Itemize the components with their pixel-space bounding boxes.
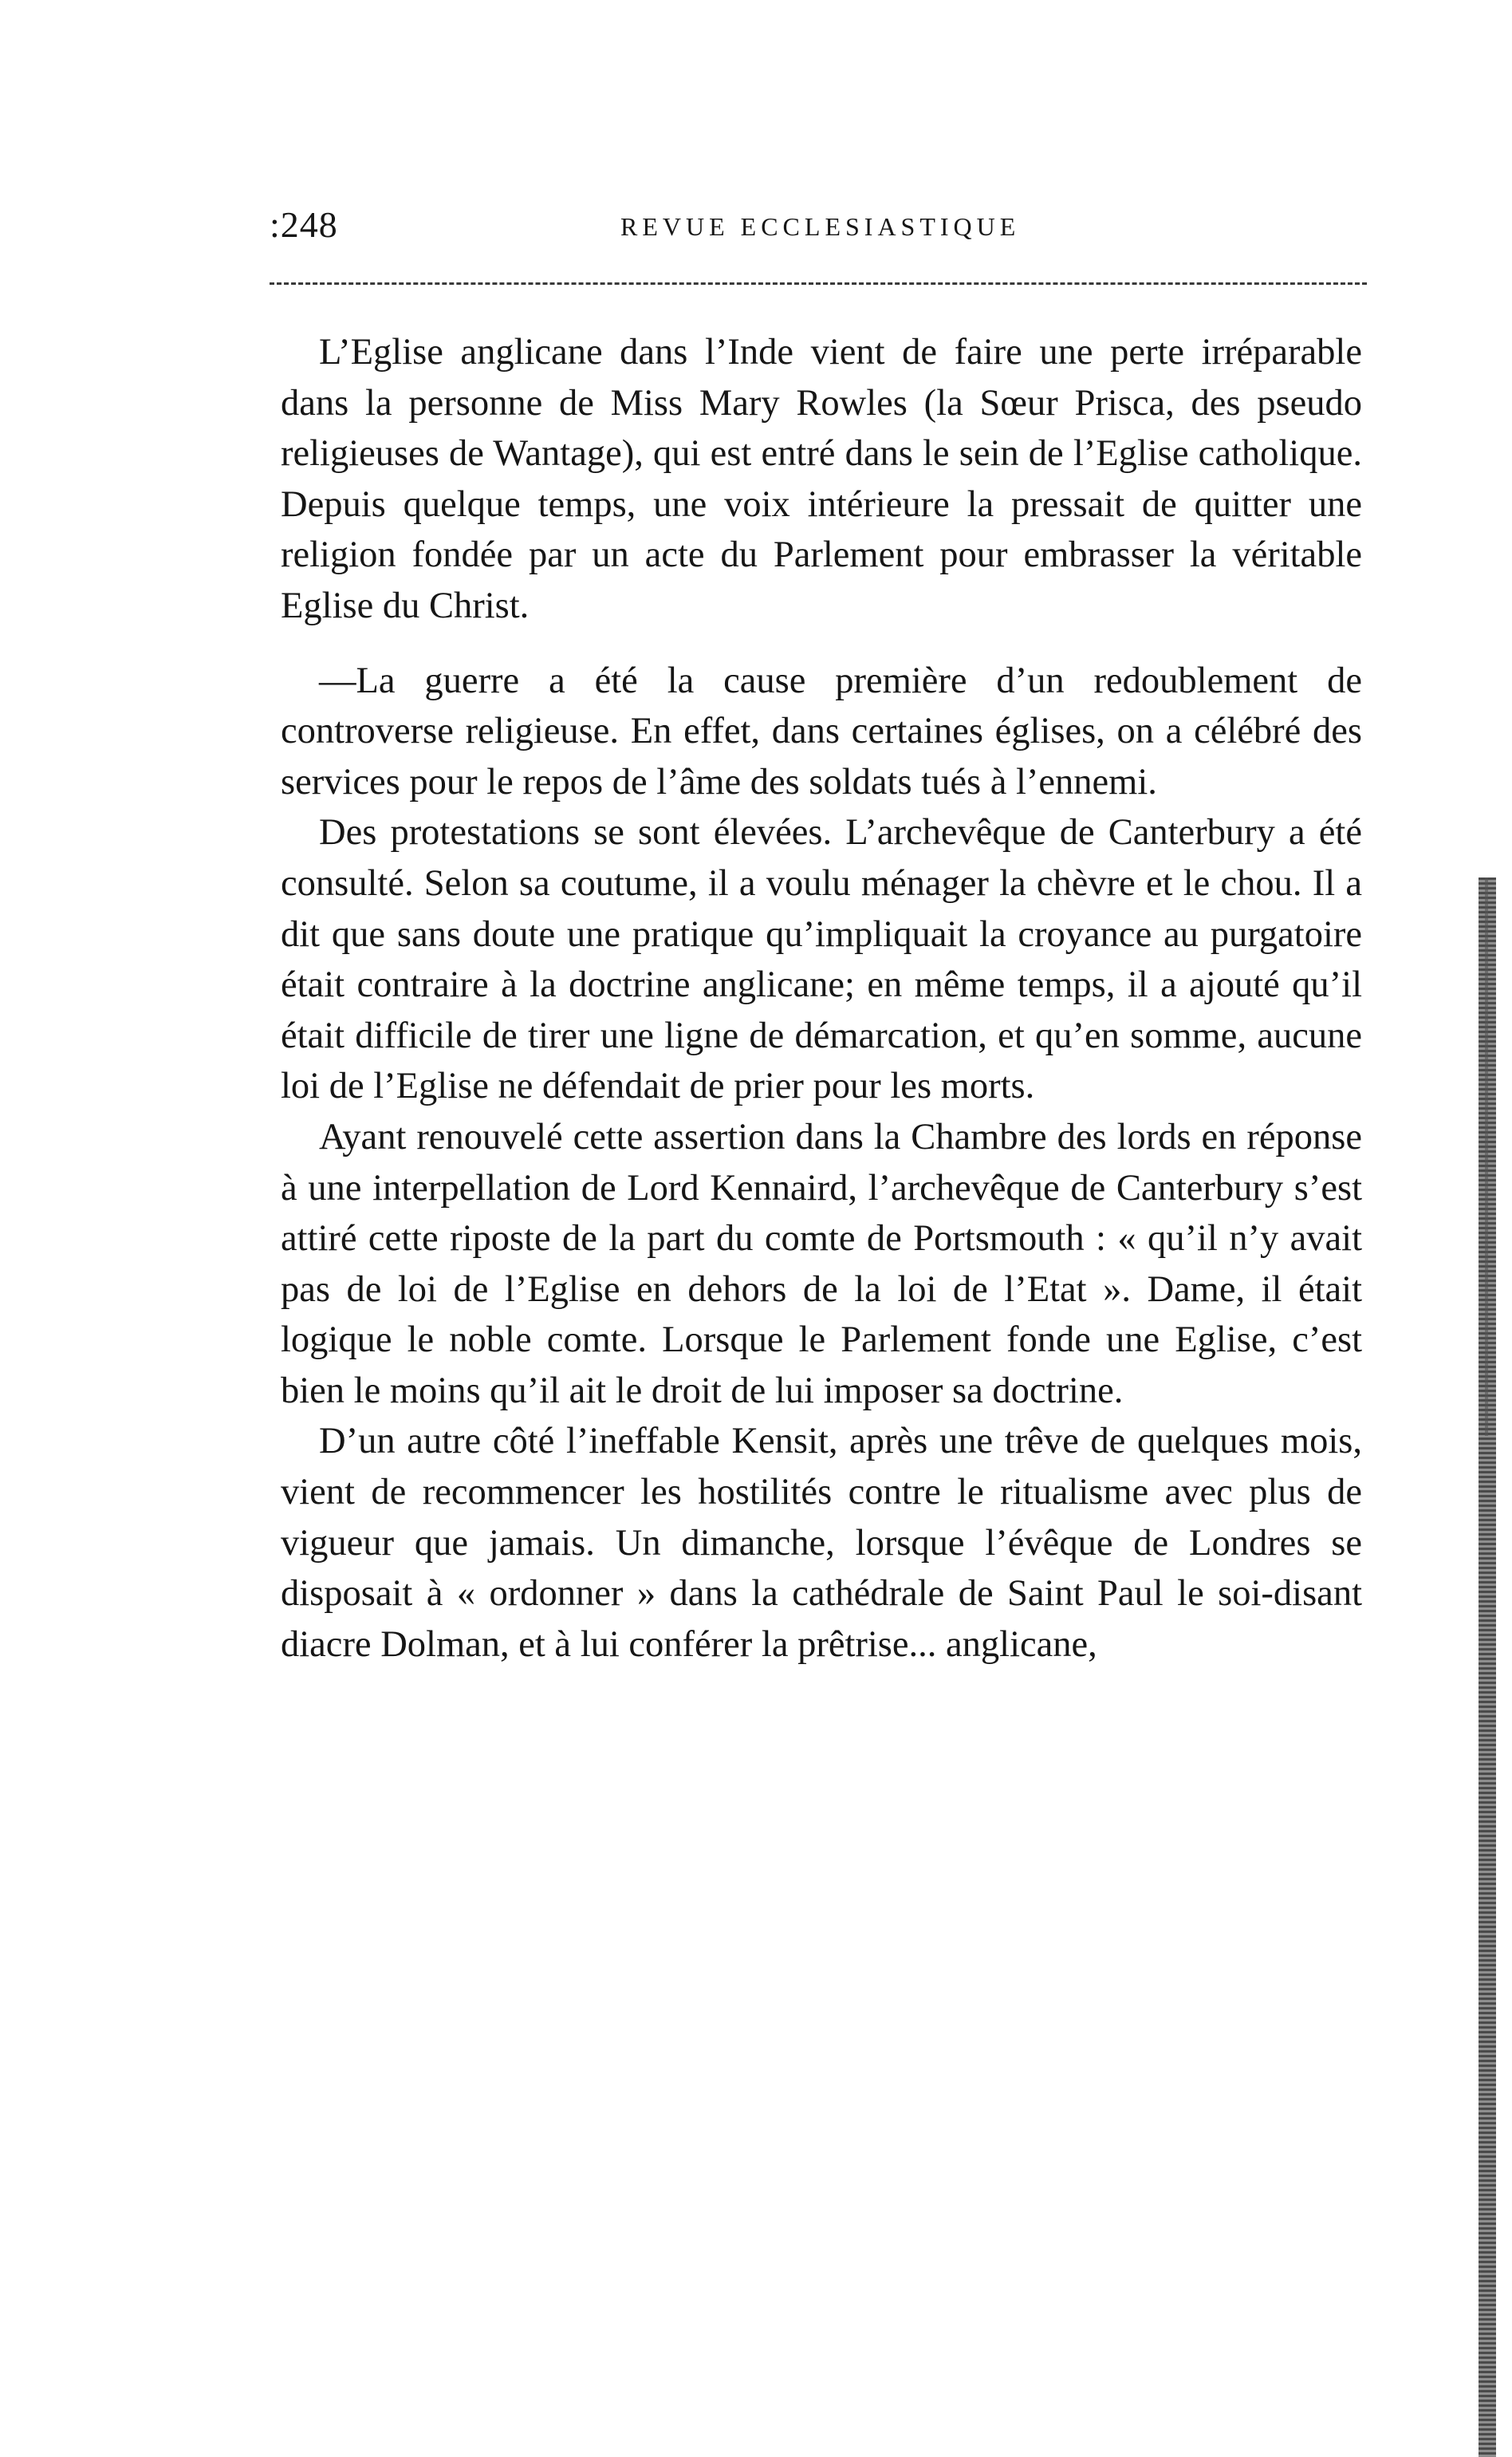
paragraph-1: L’Eglise anglicane dans l’Inde vient de faire une perte irréparable dans la personne de Miss Mary Rowles (la Sœur Prisca, des pseudo religieuses de Wantage), qui est entré dans le sein de l’Eglise catholique. Depuis quelque temps, une voix intérieure la pressait de quitter une religion fondée par un acte du Parlement pour embrasser la véritable Eglise du Christ.	[281, 332, 1362, 626]
running-head	[270, 201, 1367, 257]
scan-edge-line	[1485, 878, 1488, 1436]
paragraph-5: D’un autre côté l’ineffable Kensit, après une trêve de quelques mois, vient de recommencer les hostilités contre le ritualisme avec plus de vigueur que jamais. Un dimanche, lorsque l’évêque de Londres se disposait à « ordonner » dans la cathédrale de Saint Paul le soi-disant diacre Dolman, et à lui conférer la prêtrise... anglicane,	[281, 1421, 1362, 1665]
paragraph-2: —La guerre a été la cause première d’un redoublement de controverse religieuse. En effet, dans certaines églises, on a célébré des services pour le repos de l’âme des soldats tués à l’ennemi.	[281, 660, 1362, 803]
paragraph-3: Des protestations se sont élevées. L’archevêque de Canterbury a été consulté. Selon sa coutume, il a voulu ménager la chèvre et le chou. Il a dit que sans doute une pratique qu’impliquait la croyance au purgatoire était contraire à la doctrine anglicane; en même temps, il a ajouté qu’il était difficile de tirer une ligne de démarcation, et qu’en somme, aucune loi de l’Eglise ne défendait de prier pour les morts.	[281, 812, 1362, 1107]
journal-title: REVUE ECCLESIASTIQUE	[620, 212, 1021, 241]
paragraph-4: Ayant renouvelé cette assertion dans la Chambre des lords en réponse à une interpellation de Lord Kennaird, l’archevêque de Canterbury s’est attiré cette riposte de la part du comte de Portsmouth : « qu’il n’y avait pas de loi de l’Eglise en dehors de la loi de l’Etat ». Dame, il était logique le noble comte. Lorsque le Parlement fonde une Eglise, c’est bien le moins qu’il ait le droit de lui imposer sa doctrine.	[281, 1116, 1362, 1411]
body-text	[281, 327, 1362, 1670]
header-rule	[270, 282, 1367, 285]
page-number: :248	[270, 204, 338, 245]
